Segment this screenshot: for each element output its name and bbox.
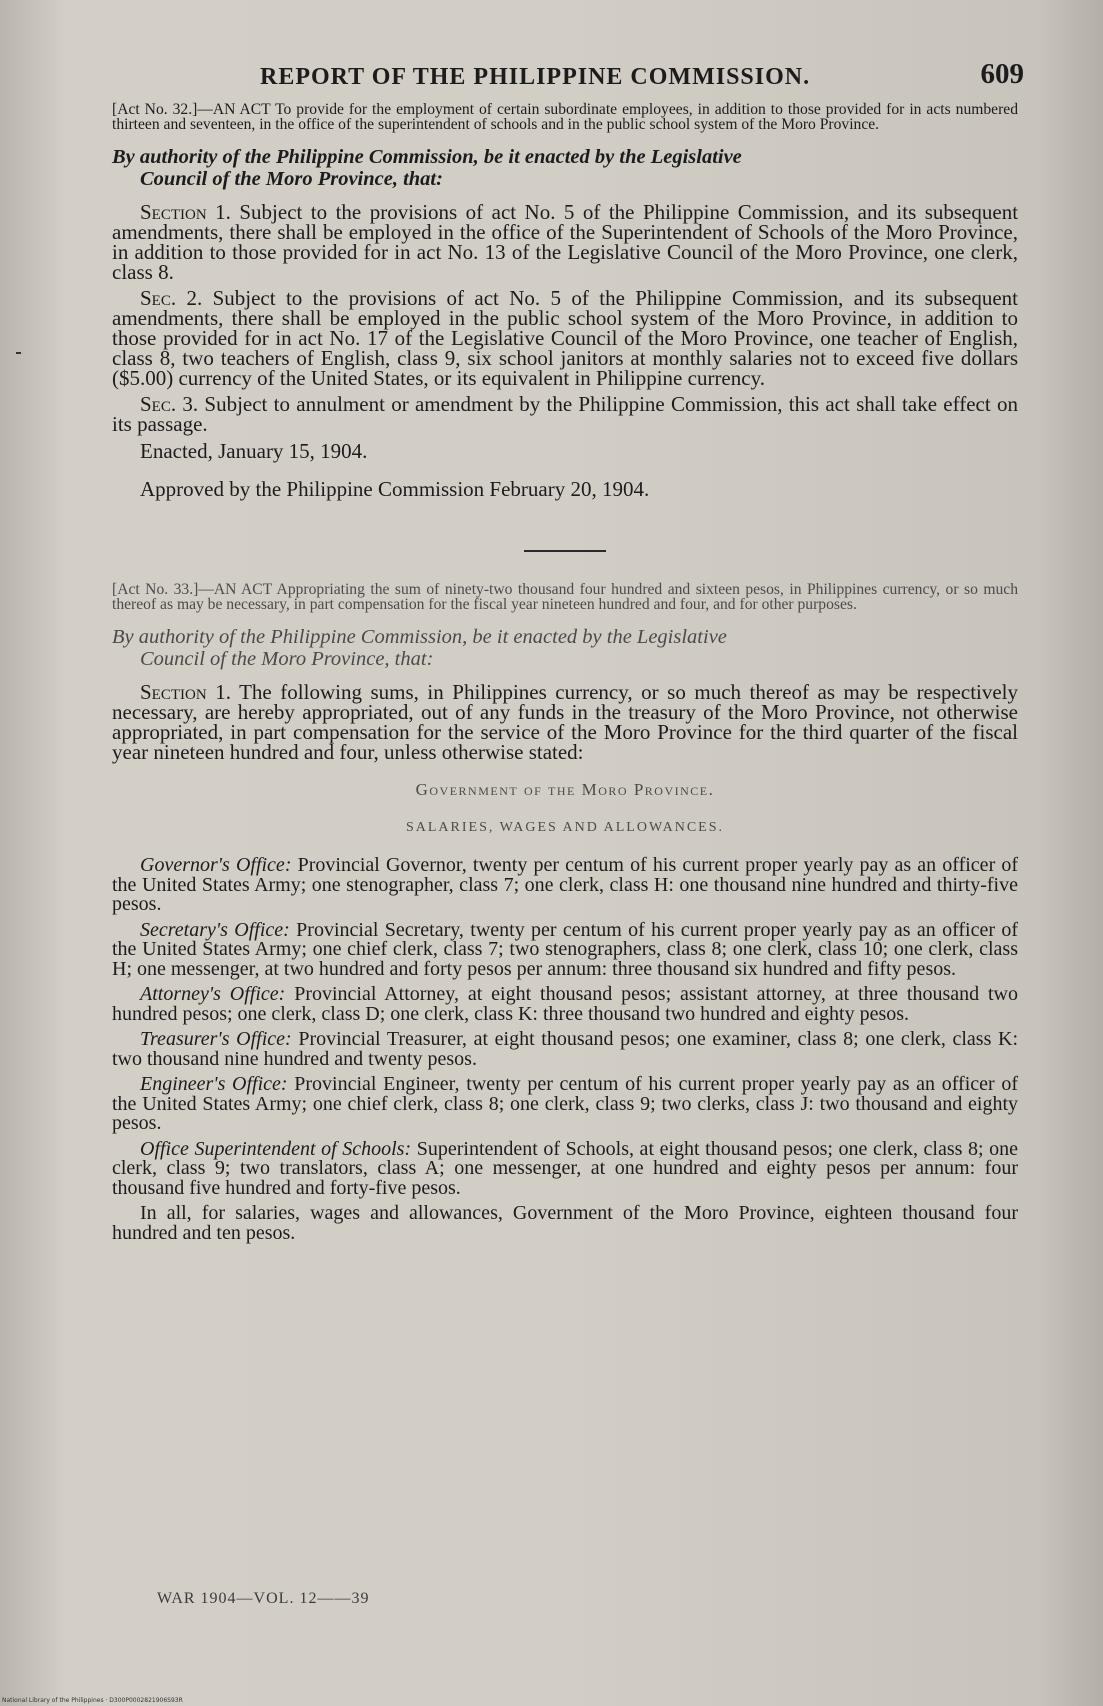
- government-heading: Government of the Moro Province.: [415, 780, 715, 799]
- section-label: Sec. 3.: [140, 392, 199, 416]
- section-text: Subject to the provisions of act No. 5 of the Philippine Commission, and its subsequent amendments, there shall be employed in the office of the Superintendent of Schools of the Moro Province, in addition to those provided for in act No. 13 of the Legislative Council of the Moro Province, one clerk, class 8.: [112, 200, 1019, 284]
- section-text: The following sums, in Philippines currency, or so much thereof as may be respectively necessary, are hereby appropriated, out of any funds in the treasury of the Moro Province, not otherwise appropriated, in part compensation for the service of the Moro Province for the third quarter of the fiscal year nineteen hundred and four, unless otherwise stated:: [112, 680, 1019, 764]
- salaries-subheading: SALARIES, WAGES AND ALLOWANCES.: [405, 820, 725, 835]
- act-32-title: [Act No. 32.]—AN ACT To provide for the employment of certain subordinate employees, in addition to those provided for in acts numbered thirteen and seventeen, in the office of the superintendent of schools and in the public school system of the Moro Province.: [112, 101, 1018, 133]
- office-text: Provincial Treasurer, at eight thousand pesos; one examiner, class 8; one clerk, class K: two thousand nine hundred and twenty pesos.: [112, 1028, 1019, 1070]
- section-label: Sec. 2.: [140, 286, 203, 310]
- enacting-line-2: Council of the Moro Province, that:: [140, 168, 443, 190]
- office-text: Provincial Engineer, twenty per centum of his current proper yearly pay as an officer of the United States Army; one chief clerk, class 8; one clerk, class 9; two clerks, class J: two thousand and eighty pesos.: [112, 1073, 1019, 1134]
- office-label: Engineer's Office:: [140, 1073, 288, 1095]
- page-number: 609: [980, 58, 1024, 90]
- section-label: Section 1.: [140, 680, 231, 704]
- section-text: Subject to annulment or amendment by the Philippine Commission, this act shall take effect on its passage.: [112, 392, 1018, 436]
- office-engineer: [112, 1075, 1018, 1134]
- act-33-title: [Act No. 33.]—AN ACT Appropriating the sum of ninety-two thousand four hundred and sixteen pesos, in Philippines currency, or so much thereof as may be necessary, in part compensation for the fiscal year nineteen hundred and four, and for other purposes.: [112, 581, 1018, 613]
- office-text: Provincial Attorney, at eight thousand pesos; assistant attorney, at three thousand two hundred pesos; one clerk, class D; one clerk, class K: three thousand two hundred and eighty pesos.: [112, 983, 1018, 1025]
- act-32-approved-date: Approved by the Philippine Commission February 20, 1904.: [140, 477, 650, 501]
- enacting-line-1: By authority of the Philippine Commission, be it enacted by the Legislative: [112, 626, 727, 648]
- office-text: Superintendent of Schools, at eight thousand pesos; one clerk, class 8; one clerk, class 9; two translators, class A; one messenger, at one hundred and eighty pesos per annum: four thousand five hundred and forty-five pesos.: [112, 1137, 1019, 1199]
- divider-rule: [524, 550, 606, 552]
- office-governor: [112, 856, 1018, 915]
- act-33-enacting-clause: [112, 626, 1018, 670]
- act-32-enacted-date: Enacted, January 15, 1904.: [140, 439, 368, 463]
- office-text: Provincial Governor, twenty per centum of his current proper yearly pay as an officer of the United States Army; one stenographer, class 7; one clerk, class H: one thousand nine hundred and thirty-five pesos.: [112, 854, 1019, 915]
- appropriation-total: In all, for salaries, wages and allowances, Government of the Moro Province, eighteen thousand four hundred and ten pesos.: [112, 1202, 1018, 1244]
- office-label: Office Superintendent of Schools:: [140, 1137, 412, 1160]
- signature-mark: WAR 1904—VOL. 12——39: [157, 1590, 370, 1607]
- act-32-section-1: [112, 202, 1018, 282]
- scan-credit: National Library of the Philippines · D300P0002821906S93R: [2, 1697, 183, 1704]
- office-superintendent-schools: [112, 1137, 1019, 1199]
- margin-mark: [16, 352, 21, 354]
- section-label: Section 1.: [140, 200, 231, 224]
- office-attorney: [112, 985, 1018, 1024]
- act-32-enacting-clause: [112, 146, 1018, 190]
- office-text: Provincial Secretary, twenty per centum of his current proper yearly pay as an officer of the United States Army; one chief clerk, class 7; two stenographers, class 8; one clerk, class 10; one clerk, class H; one messenger, at two hundred and forty pesos per annum: three thousand six hundred and fifty pesos.: [112, 918, 1018, 980]
- office-label: Attorney's Office:: [140, 983, 286, 1005]
- act-32-section-2: [112, 288, 1018, 388]
- office-treasurer: [112, 1030, 1018, 1069]
- enacting-line-1: By authority of the Philippine Commission, be it enacted by the Legislative: [112, 146, 742, 168]
- act-33-section-1: [112, 682, 1018, 762]
- enacting-line-2: Council of the Moro Province, that:: [140, 648, 434, 670]
- page-header: [112, 58, 1024, 102]
- office-label: Governor's Office:: [140, 854, 292, 876]
- act-32-section-3: [112, 394, 1018, 434]
- section-text: Subject to the provisions of act No. 5 of the Philippine Commission, and its subsequent amendments, there shall be employed in the public school system of the Moro Province, in addition to those provided for in act No. 17 of the Legislative Council of the Moro Province, one teacher of English, class 8, two teachers of English, class 9, six school janitors at monthly salaries not to exceed five dollars ($5.00) currency of the United States, or its equivalent in Philippine currency.: [112, 286, 1019, 390]
- office-secretary: [112, 918, 1018, 980]
- running-title: REPORT OF THE PHILIPPINE COMMISSION.: [260, 64, 811, 90]
- office-label: Treasurer's Office:: [140, 1028, 292, 1050]
- page: [112, 58, 1024, 1249]
- office-label: Secretary's Office:: [140, 918, 290, 941]
